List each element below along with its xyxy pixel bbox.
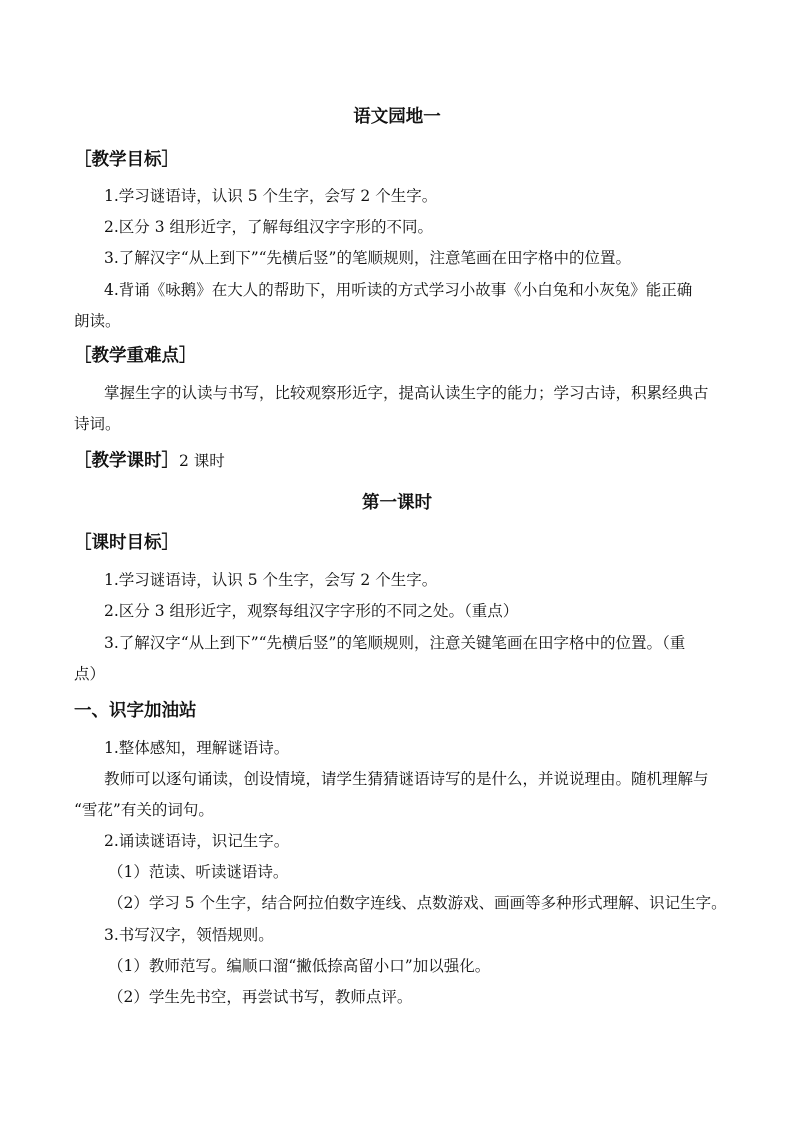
part-one-heading: 一、识字加油站	[74, 701, 197, 721]
teaching-hours-line	[74, 450, 726, 472]
sub-step-item: （2）学习 5 个生字，结合阿拉伯数字连线、点数游戏、画画等多种形式理解、识记生字。	[108, 894, 727, 912]
sub-step-item: （1）范读、听读谜语诗。	[108, 863, 289, 881]
sub-step-item: （1）教师范写。编顺口溜“撇低捺高留小口”加以强化。	[108, 957, 491, 975]
goal-item: 2.区分 3 组形近字，了解每组汉字字形的不同。	[104, 218, 434, 236]
key-points-text: 掌握生字的认读与书写，比较观察形近字，提高认读生字的能力；学习古诗，积累经典古	[104, 384, 709, 402]
lesson-goal-item: 2.区分 3 组形近字，观察每组汉字字形的不同之处。（重点）	[104, 602, 519, 620]
step-text-continuation: “雪花”有关的词句。	[74, 801, 214, 819]
teaching-hours-heading: ［教学课时］	[74, 451, 179, 471]
lesson-title: 第一课时	[362, 493, 432, 513]
step-item: 3.书写汉字，领悟规则。	[104, 926, 274, 944]
step-text: 教师可以逐句诵读，创设情境，请学生猜猜谜语诗写的是什么，并说说理由。随机理解与	[104, 770, 709, 788]
lesson-goals-heading: ［课时目标］	[74, 533, 179, 553]
teaching-goals-heading: ［教学目标］	[74, 150, 179, 170]
document-title: 语文园地一	[353, 107, 441, 127]
lesson-goal-item: 1.学习谜语诗，认识 5 个生字，会写 2 个生字。	[104, 571, 438, 589]
step-item: 1.整体感知，理解谜语诗。	[104, 739, 290, 757]
teaching-hours-value: 2 课时	[179, 452, 225, 470]
goal-item-continuation: 朗读。	[74, 312, 121, 330]
sub-step-item: （2）学生先书空，再尝试书写，教师点评。	[108, 988, 413, 1006]
goal-item: 1.学习谜语诗，认识 5 个生字，会写 2 个生字。	[104, 187, 438, 205]
lesson-goal-continuation: 点）	[74, 665, 106, 683]
step-item: 2.诵读谜语诗，识记生字。	[104, 832, 290, 850]
goal-item: 3.了解汉字“从上到下”“先横后竖”的笔顺规则，注意笔画在田字格中的位置。	[104, 249, 631, 267]
key-points-heading: ［教学重难点］	[74, 346, 197, 366]
key-points-continuation: 诗词。	[74, 415, 121, 433]
goal-item: 4.背诵《咏鹅》在大人的帮助下，用听读的方式学习小故事《小白兔和小灰兔》能正确	[104, 281, 693, 299]
lesson-goal-item: 3.了解汉字“从上到下”“先横后竖”的笔顺规则，注意关键笔画在田字格中的位置。（重	[104, 634, 686, 652]
